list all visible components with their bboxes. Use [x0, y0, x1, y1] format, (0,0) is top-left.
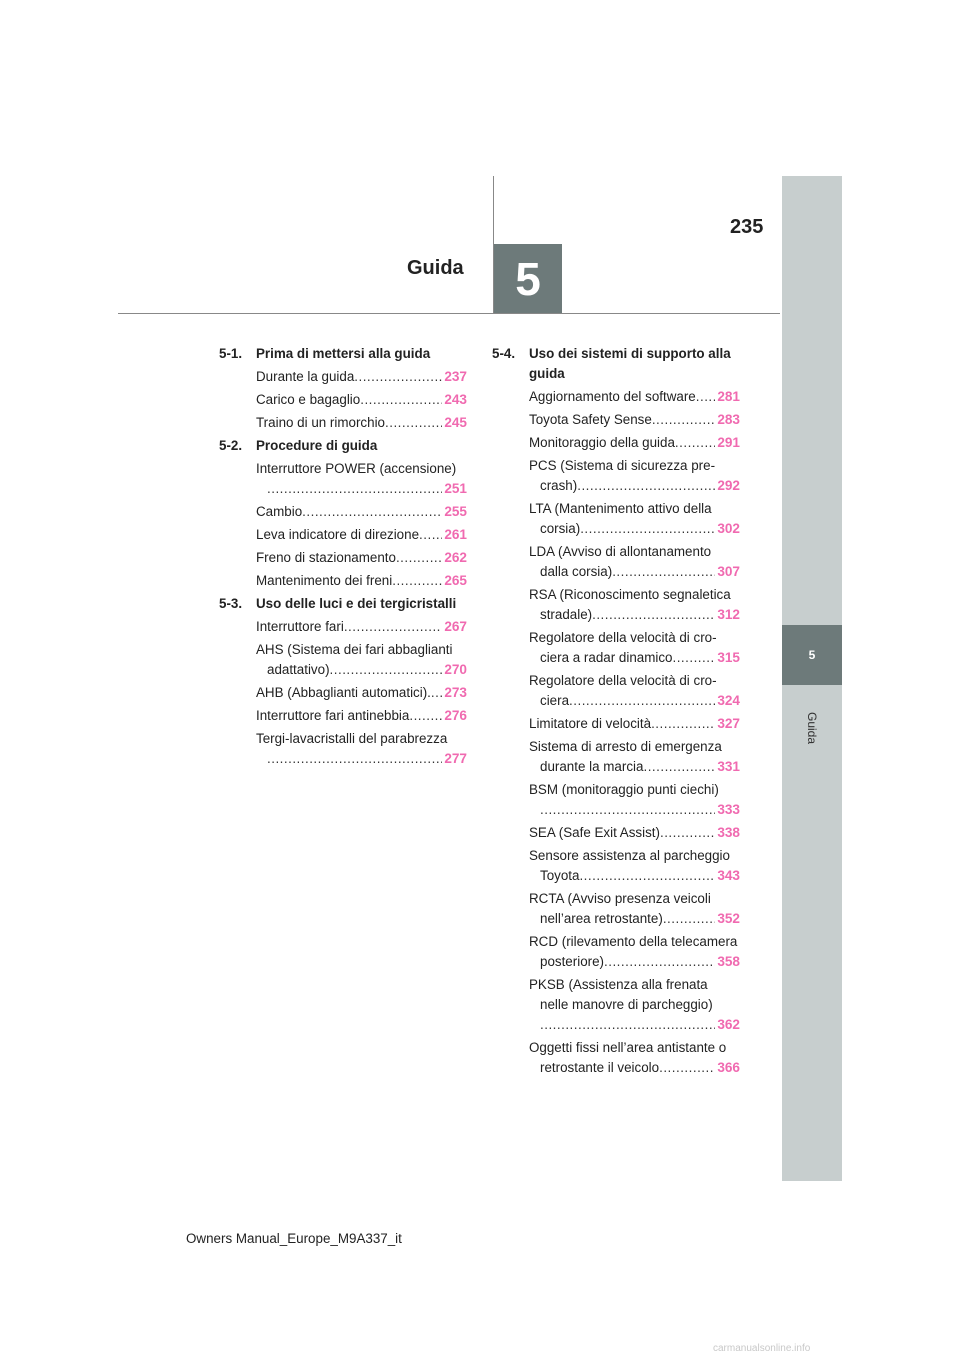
dot-leader [696, 387, 716, 407]
chapter-number: 5 [515, 252, 541, 305]
entry-title: Leva indicatore di direzione [256, 527, 420, 542]
entry-page-link[interactable]: 312 [717, 607, 740, 622]
toc-entry[interactable] [529, 585, 740, 625]
entry-title-line: nelle manovre di parcheggio) [540, 997, 713, 1012]
toc-entry[interactable] [529, 542, 740, 582]
section-number: 5-4. [492, 346, 516, 361]
entry-page-link[interactable]: 270 [444, 662, 467, 677]
toc-entry[interactable] [529, 499, 740, 539]
toc-entry[interactable] [529, 932, 740, 972]
section-number: 5-2. [219, 438, 243, 453]
dot-leader [660, 823, 715, 843]
entry-page-link[interactable]: 237 [444, 369, 467, 384]
toc-entry[interactable] [256, 525, 467, 545]
section-title: Procedure di guida [256, 438, 378, 453]
entry-title: Mantenimento dei freni [256, 573, 393, 588]
toc-entry[interactable] [529, 889, 740, 929]
entry-title: Carico e bagaglio [256, 392, 361, 407]
entry-title: ciera [540, 693, 570, 708]
toc-entry[interactable] [256, 571, 467, 591]
dot-leader [577, 476, 715, 496]
entry-page-link[interactable]: 315 [717, 650, 740, 665]
entry-page-link[interactable]: 358 [717, 954, 740, 969]
toc-entry[interactable] [529, 456, 740, 496]
entry-title: Toyota [540, 868, 580, 883]
dot-leader [330, 660, 443, 680]
watermark: carmanualsonline.info [713, 1343, 811, 1354]
entry-title: Interruttore fari antinebbia [256, 708, 410, 723]
dot-leader [385, 413, 442, 433]
entry-page-link[interactable]: 243 [444, 392, 467, 407]
toc-entry[interactable] [256, 640, 467, 680]
entry-page-link[interactable]: 343 [717, 868, 740, 883]
footer-doc-id: Owners Manual_Europe_M9A337_it [186, 1231, 402, 1246]
toc-right-column [492, 344, 740, 1081]
entry-page-link[interactable]: 281 [717, 389, 740, 404]
entry-title-line: Sistema di arresto di emergenza [529, 739, 722, 754]
entry-page-link[interactable]: 283 [717, 412, 740, 427]
toc-entry[interactable] [256, 502, 467, 522]
dot-leader [354, 367, 442, 387]
entry-page-link[interactable]: 273 [444, 685, 467, 700]
toc-entry[interactable] [529, 846, 740, 886]
toc-entry[interactable] [529, 410, 740, 430]
entry-title-line: BSM (monitoraggio punti ciechi) [529, 782, 719, 797]
toc-entry[interactable] [256, 729, 467, 769]
toc-entry[interactable] [529, 671, 740, 711]
toc-entry[interactable] [529, 823, 740, 843]
dot-leader [580, 519, 715, 539]
entry-title-line: Sensore assistenza al parcheggio [529, 848, 730, 863]
entry-page-link[interactable]: 261 [444, 527, 467, 542]
dot-leader [392, 571, 442, 591]
dot-leader [360, 390, 442, 410]
entry-page-link[interactable]: 331 [717, 759, 740, 774]
entry-title: Traino di un rimorchio [256, 415, 385, 430]
dot-leader [604, 952, 715, 972]
entry-page-link[interactable]: 327 [717, 716, 740, 731]
entry-page-link[interactable]: 277 [444, 751, 467, 766]
entry-page-link[interactable]: 251 [444, 481, 467, 496]
entry-title-line: LTA (Mantenimento attivo della [529, 501, 712, 516]
toc-entry[interactable] [256, 459, 467, 499]
dot-leader [431, 683, 442, 703]
toc-section [219, 594, 467, 769]
entry-title: AHB (Abbaglianti automatici). [256, 685, 431, 700]
entry-title: ciera a radar dinamico [540, 650, 673, 665]
section-title: Prima di mettersi alla guida [256, 346, 431, 361]
header-horizontal-rule [118, 313, 780, 314]
dot-leader [592, 605, 715, 625]
entry-title-line: AHS (Sistema dei fari abbaglianti [256, 642, 453, 657]
toc-entry[interactable] [529, 1038, 740, 1078]
dot-leader [409, 706, 442, 726]
entry-title: posteriore) [540, 954, 605, 969]
dot-leader [579, 866, 715, 886]
toc-entry[interactable] [256, 390, 467, 410]
entry-page-link[interactable]: 324 [717, 693, 740, 708]
entry-title-line: LDA (Avviso di allontanamento [529, 544, 712, 559]
dot-leader [267, 479, 442, 499]
entry-page-link[interactable]: 267 [444, 619, 467, 634]
entry-title-line: PCS (Sistema di sicurezza pre- [529, 458, 716, 473]
dot-leader [652, 410, 715, 430]
toc-left-column [219, 344, 467, 772]
entry-title: dalla corsia) [540, 564, 613, 579]
toc-entry[interactable] [529, 628, 740, 668]
entry-page-link[interactable]: 338 [717, 825, 740, 840]
entry-title: Aggiornamento del software [529, 389, 696, 404]
dot-leader [643, 757, 715, 777]
entry-title-line: PKSB (Assistenza alla frenata [529, 977, 708, 992]
dot-leader [540, 800, 715, 820]
section-number: 5-3. [219, 596, 243, 611]
entry-title: Limitatore di velocità [529, 716, 652, 731]
entry-title: crash) [540, 478, 578, 493]
toc-entry[interactable] [256, 413, 467, 433]
entry-page-link[interactable]: 255 [444, 504, 467, 519]
entry-page-link[interactable]: 302 [717, 521, 740, 536]
entry-page-link[interactable]: 292 [717, 478, 740, 493]
toc-entry[interactable] [256, 548, 467, 568]
toc-entry[interactable] [256, 683, 467, 703]
entry-page-link[interactable]: 362 [717, 1017, 740, 1032]
entry-page-link[interactable]: 291 [717, 435, 740, 450]
entry-title-line: RCTA (Avviso presenza veicoli [529, 891, 711, 906]
chapter-title: Guida [407, 257, 464, 279]
toc-entry[interactable] [256, 617, 467, 637]
dot-leader [569, 691, 715, 711]
side-tab-label: Guida [805, 712, 819, 745]
entry-title: Monitoraggio della guida [529, 435, 675, 450]
dot-leader [419, 525, 442, 545]
toc-entry[interactable] [529, 780, 740, 820]
entry-page-link[interactable]: 333 [717, 802, 740, 817]
dot-leader [672, 648, 715, 668]
section-heading [219, 344, 467, 364]
section-title: Uso dei sistemi di supporto alla guida [529, 346, 731, 381]
section-number: 5-1. [219, 346, 243, 361]
entry-page-link[interactable]: 307 [717, 564, 740, 579]
entry-page-link[interactable]: 245 [444, 415, 467, 430]
toc-entry[interactable] [529, 387, 740, 407]
entry-title: SEA (Safe Exit Assist) [529, 825, 660, 840]
toc-section [219, 436, 467, 591]
dot-leader [344, 617, 442, 637]
entry-title: Toyota Safety Sense [529, 412, 652, 427]
dot-leader [267, 749, 442, 769]
chapter-number-box [494, 244, 562, 313]
entry-title-line: Interruttore POWER (accensione) [256, 461, 457, 476]
dot-leader [612, 562, 715, 582]
toc-section [492, 344, 740, 1078]
entry-page-link[interactable]: 366 [717, 1060, 740, 1075]
side-tab-chapter[interactable] [782, 625, 842, 685]
section-heading [492, 344, 740, 384]
entry-title-line: RCD (rilevamento della telecamera [529, 934, 738, 949]
entry-title-line: Tergi-lavacristalli del parabrezza [256, 731, 448, 746]
entry-title: adattativo) [267, 662, 330, 677]
toc-entry[interactable] [529, 737, 740, 777]
entry-title-line: Regolatore della velocità di cro- [529, 673, 717, 688]
dot-leader [396, 548, 442, 568]
entry-title-line: Regolatore della velocità di cro- [529, 630, 717, 645]
entry-title: Interruttore fari [256, 619, 344, 634]
dot-leader [540, 1015, 715, 1035]
entry-title: Freno di stazionamento [256, 550, 396, 565]
dot-leader [675, 433, 715, 453]
entry-page-link[interactable]: 265 [444, 573, 467, 588]
toc-entry[interactable] [529, 975, 740, 1035]
entry-title: durante la marcia [540, 759, 644, 774]
section-title: Uso delle luci e dei tergicristalli [256, 596, 457, 611]
side-tab-number: 5 [808, 648, 816, 662]
entry-title: Durante la guida [256, 369, 355, 384]
section-heading [219, 436, 467, 456]
entry-page-link[interactable]: 262 [444, 550, 467, 565]
toc-entry[interactable] [529, 714, 740, 734]
entry-title: retrostante il veicolo [540, 1060, 660, 1075]
entry-title-line: Oggetti fissi nell’area antistante o [529, 1040, 727, 1055]
entry-title: nell’area retrostante) [540, 911, 663, 926]
dot-leader [663, 909, 716, 929]
entry-page-link[interactable]: 352 [717, 911, 740, 926]
entry-title: corsia) [540, 521, 581, 536]
entry-title: stradale) [540, 607, 593, 622]
toc-section [219, 344, 467, 433]
entry-title: Cambio [256, 504, 303, 519]
toc-entry[interactable] [256, 367, 467, 387]
dot-leader [651, 714, 715, 734]
section-heading [219, 594, 467, 614]
entry-page-link[interactable]: 276 [444, 708, 467, 723]
toc-entry[interactable] [529, 433, 740, 453]
page-number: 235 [730, 216, 764, 238]
dot-leader [659, 1058, 715, 1078]
dot-leader [302, 502, 442, 522]
entry-title-line: RSA (Riconoscimento segnaletica [529, 587, 731, 602]
toc-entry[interactable] [256, 706, 467, 726]
